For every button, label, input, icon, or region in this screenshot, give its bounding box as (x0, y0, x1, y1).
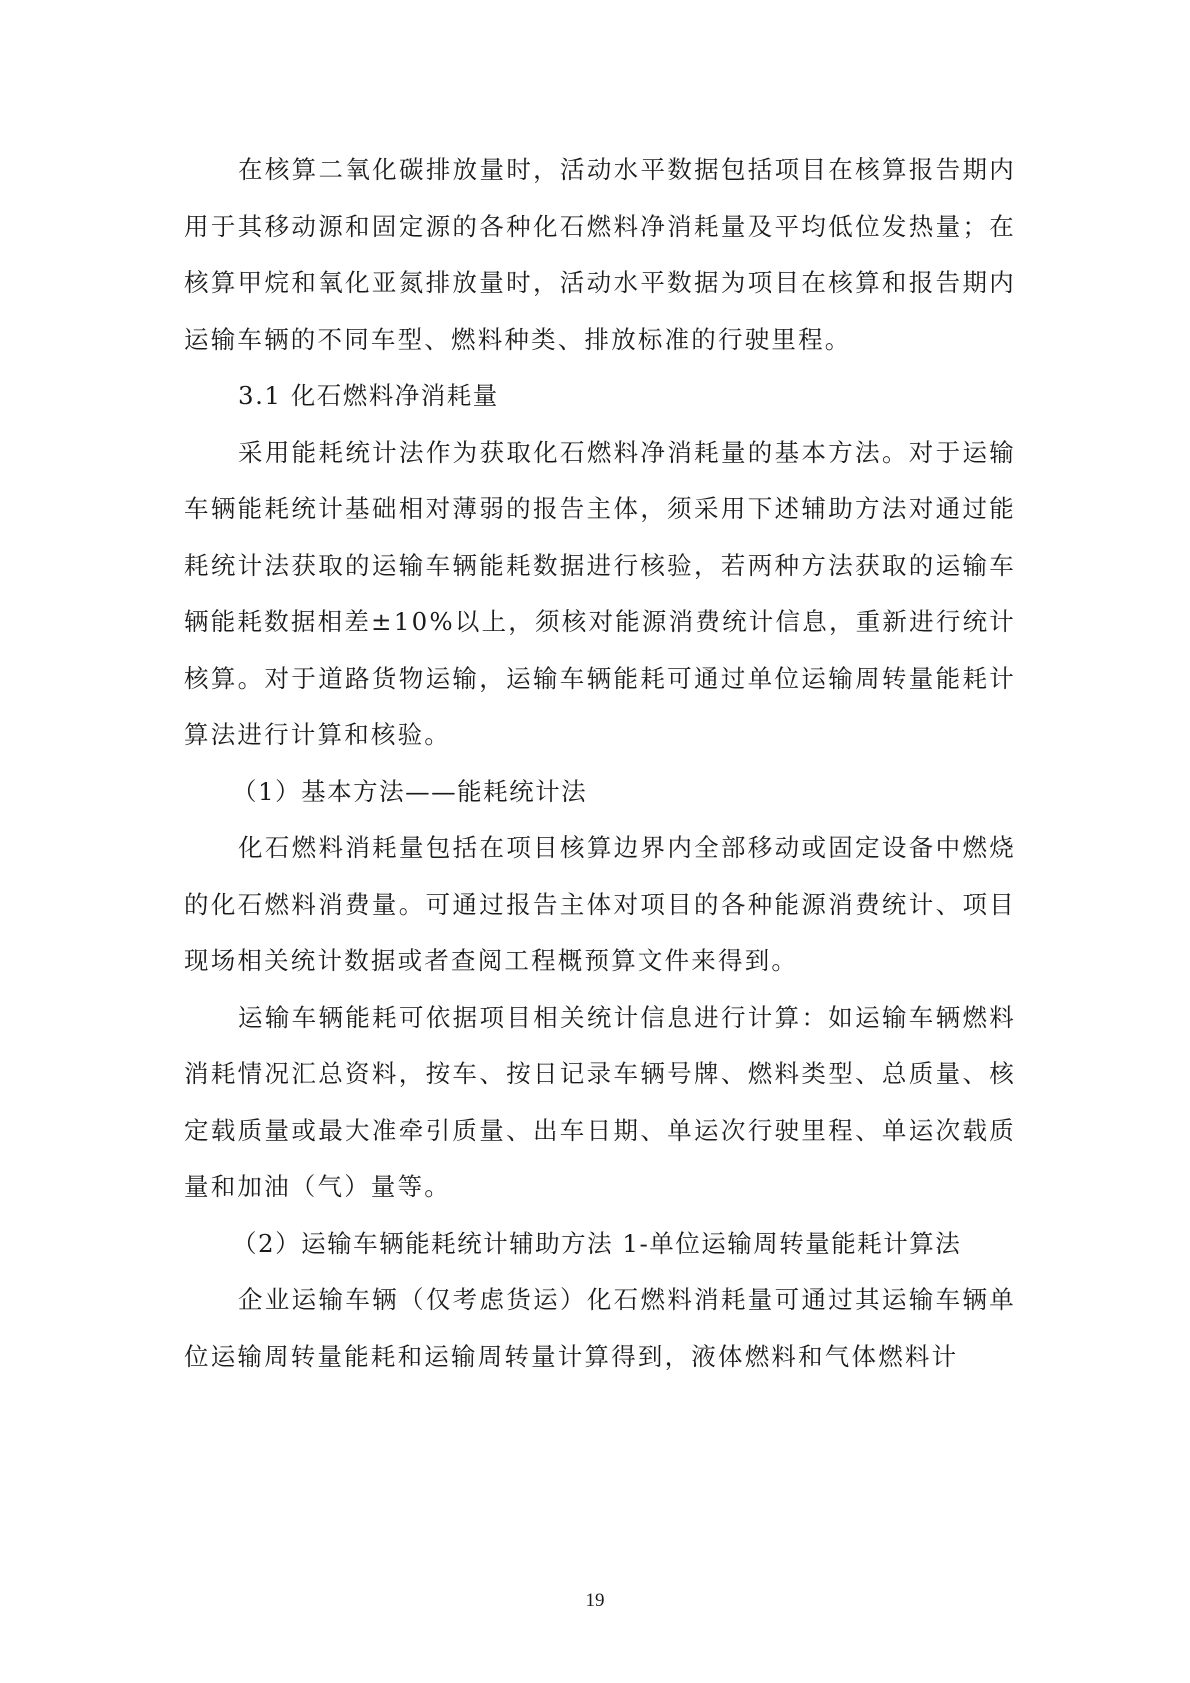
basic-method-heading: （1）基本方法——能耗统计法 (232, 776, 588, 806)
freight-vehicle-consumption-paragraph: 企业运输车辆（仅考虑货运）化石燃料消耗量可通过其运输车辆单位运输周转量能耗和运输周转量计算得到，液体燃料和气体燃料计 (184, 1285, 1016, 1371)
page-number: 19 (585, 1590, 605, 1611)
auxiliary-method-heading: （2）运输车辆能耗统计辅助方法 1-单位运输周转量能耗计算法 (232, 1228, 962, 1258)
section-3-1-heading: 3.1 化石燃料净消耗量 (238, 381, 499, 410)
page-body (184, 142, 1016, 1385)
fossil-fuel-consumption-paragraph: 化石燃料消耗量包括在项目核算边界内全部移动或固定设备中燃烧的化石燃料消费量。可通过报告主体对项目的各种能源消费统计、项目现场相关统计数据或者查阅工程概预算文件来得到。 (184, 833, 1016, 975)
activity-data-paragraph: 在核算二氧化碳排放量时，活动水平数据包括项目在核算报告期内用于其移动源和固定源的各种化石燃料净消耗量及平均低位发热量；在核算甲烷和氧化亚氮排放量时，活动水平数据为项目在核算和报告期内运输车辆的不同车型、燃料种类、排放标准的行驶里程。 (184, 155, 1016, 354)
vehicle-energy-records-paragraph: 运输车辆能耗可依据项目相关统计信息进行计算：如运输车辆燃料消耗情况汇总资料，按车、按日记录车辆号牌、燃料类型、总质量、核定载质量或最大准牵引质量、出车日期、单运次行驶里程、单运次载质量和加油（气）量等。 (184, 1002, 1016, 1201)
energy-statistics-method-paragraph: 采用能耗统计法作为获取化石燃料净消耗量的基本方法。对于运输车辆能耗统计基础相对薄弱的报告主体，须采用下述辅助方法对通过能耗统计法获取的运输车辆能耗数据进行核验，若两种方法获取的运输车辆能耗数据相差±10%以上，须核对能源消费统计信息，重新进行统计核算。对于道路货物运输，运输车辆能耗可通过单位运输周转量能耗计算法进行计算和核验。 (184, 437, 1016, 749)
